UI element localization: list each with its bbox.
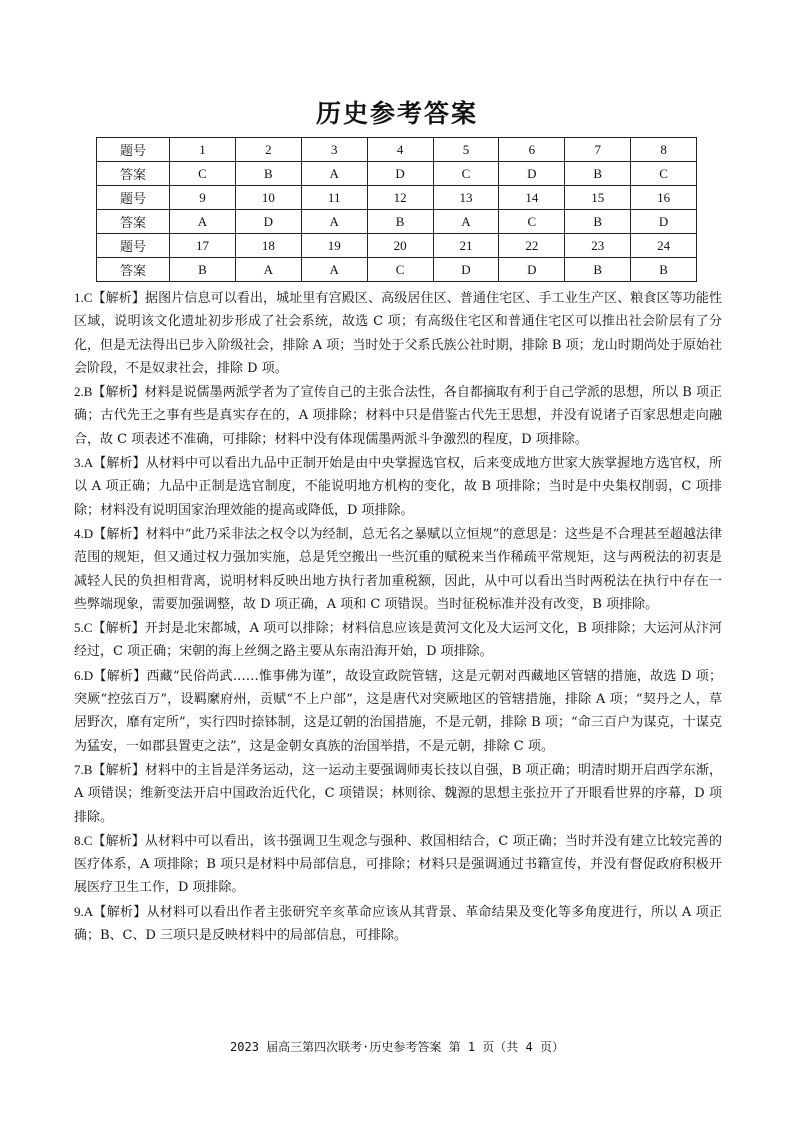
table-cell: 16	[631, 186, 697, 210]
row-label: 答案	[97, 258, 170, 282]
explanation-label: 6.D【解析】	[74, 667, 147, 683]
row-label: 题号	[97, 138, 170, 162]
row-label: 题号	[97, 186, 170, 210]
table-cell: 5	[433, 138, 499, 162]
row-label: 答案	[97, 210, 170, 234]
table-cell: 13	[433, 186, 499, 210]
table-cell: B	[565, 258, 631, 282]
table-cell: 10	[235, 186, 301, 210]
page-footer: 2023 届高三第四次联考·历史参考答案 第 1 页（共 4 页）	[230, 1040, 564, 1054]
table-cell: B	[565, 210, 631, 234]
explanation-text: 材料是说儒墨两派学者为了宣传自己的主张合法性，各自都摘取有利于自己学派的思想，所以 B 项正确；古代先王之事有些是真实存在的，A 项排除；材料中只是借鉴古代先王思想，并没有说诸子百家思想走向融合，故 C 项表述不准确，可排除；材料中没有体现儒墨两派斗争激烈的程度，D 项排除。	[74, 385, 722, 447]
explanation-label: 8.C【解析】	[74, 832, 145, 848]
explanation-item	[74, 522, 722, 616]
explanation-label: 3.A【解析】	[74, 455, 146, 471]
table-cell: D	[499, 258, 565, 282]
table-cell: C	[170, 162, 236, 186]
table-cell: A	[301, 162, 367, 186]
table-cell: 7	[565, 138, 631, 162]
explanation-item	[74, 380, 722, 451]
table-cell: 11	[301, 186, 367, 210]
table-cell: C	[499, 210, 565, 234]
table-cell: 9	[170, 186, 236, 210]
explanation-item	[74, 451, 722, 522]
table-cell: D	[499, 162, 565, 186]
explanation-label: 4.D【解析】	[74, 525, 146, 541]
table-cell: 21	[433, 234, 499, 258]
table-cell: 22	[499, 234, 565, 258]
explanations	[74, 286, 722, 947]
page-title: 历史参考答案	[315, 99, 478, 128]
explanation-label: 5.C【解析】	[74, 620, 145, 636]
explanation-text: 材料中“此乃采非法之权令以为经制，总无名之暴赋以立恒规”的意思是：这些是不合理甚至超越法律范围的规矩，但又通过权力强加实施，总是凭空搬出一些沉重的赋税来当作稀疏平常规矩，这与两税法的初衷是减轻人民的负担相背离，说明材料反映出地方执行者加重税额，因此，从中可以看出当时两税法在执行中存在一些弊端现象，需要加强调整，故 D 项正确，A 项和 C 项错误。当时征税标准并没有改变，B 项排除。	[74, 526, 722, 612]
table-cell: C	[367, 258, 433, 282]
table-cell: 2	[235, 138, 301, 162]
explanation-label: 2.B【解析】	[74, 384, 145, 400]
answer-table	[96, 137, 697, 282]
explanation-text: 从材料可以看出作者主张研究辛亥革命应该从其背景、革命结果及变化等多角度进行，所以 A 项正确；B、C、D 三项只是反映材料中的局部信息，可排除。	[74, 904, 722, 944]
explanation-item	[74, 664, 722, 758]
explanation-item	[74, 616, 722, 664]
table-cell: D	[235, 210, 301, 234]
explanation-text: 从材料中可以看出九品中正制开始是由中央掌握选官权，后来变成地方世家大族掌握地方选官权，所以 A 项正确；九品中正制是选官制度，不能说明地方机构的变化，故 B 项排除；当时是中央集权削弱，C 项排除；材料没有说明国家治理效能的提高或降低，D 项排除。	[74, 456, 722, 518]
explanation-label: 7.B【解析】	[74, 761, 145, 777]
answer-table-row	[97, 210, 697, 234]
table-cell: 19	[301, 234, 367, 258]
table-cell: 17	[170, 234, 236, 258]
table-cell: B	[235, 162, 301, 186]
table-cell: 12	[367, 186, 433, 210]
table-cell: D	[367, 162, 433, 186]
table-cell: 3	[301, 138, 367, 162]
table-cell: A	[301, 210, 367, 234]
table-cell: 15	[565, 186, 631, 210]
table-cell: 6	[499, 138, 565, 162]
explanation-text: 据图片信息可以看出，城址里有宫殿区、高级居住区、普通住宅区、手工业生产区、粮食区等功能性区域，说明该文化遗址初步形成了社会系统，故选 C 项；有高级住宅区和普通住宅区可以推出社会阶层有了分化，但是无法得出已步入阶级社会，排除 A 项；当时处于父系氏族公社时期，排除 B 项；龙山时期尚处于原始社会阶段，不是奴隶社会，排除 D 项。	[74, 291, 722, 376]
table-cell: D	[433, 258, 499, 282]
explanation-label: 1.C【解析】	[74, 290, 146, 305]
explanation-text: 从材料中可以看出，该书强调卫生观念与强种、救国相结合，C 项正确；当时并没有建立比较完善的医疗体系，A 项排除；B 项只是材料中局部信息，可排除；材料只是强调通过书籍宣传，并没有督促政府积极开展医疗卫生工作，D 项排除。	[74, 833, 722, 896]
table-cell: B	[631, 258, 697, 282]
explanation-text: 材料中的主旨是洋务运动，这一运动主要强调师夷长技以自强，B 项正确；明清时期开启西学东渐，A 项错误；维新变法开启中国政治近代化，C 项错误；林则徐、魏源的思想主张拉开了开眼看世界的序幕，D 项排除。	[74, 762, 723, 825]
table-cell: B	[367, 210, 433, 234]
table-cell: C	[433, 162, 499, 186]
explanation-text: 开封是北宋都城，A 项可以排除；材料信息应该是黄河文化及大运河文化，B 项排除；大运河从汴河经过，C 项正确；宋朝的海上丝绸之路主要从东南沿海开始，D 项排除。	[74, 621, 723, 660]
table-cell: C	[631, 162, 697, 186]
table-cell: 24	[631, 234, 697, 258]
answer-table-row	[97, 258, 697, 282]
explanation-item	[74, 900, 722, 948]
table-cell: 14	[499, 186, 565, 210]
explanation-item	[74, 286, 722, 380]
table-cell: A	[170, 210, 236, 234]
table-cell: A	[235, 258, 301, 282]
answer-table-row	[97, 162, 697, 186]
row-label: 答案	[97, 162, 170, 186]
explanation-label: 9.A【解析】	[74, 903, 147, 919]
answer-table-row	[97, 138, 697, 162]
row-label: 题号	[97, 234, 170, 258]
explanation-item	[74, 758, 722, 829]
table-cell: B	[170, 258, 236, 282]
table-cell: 23	[565, 234, 631, 258]
table-cell: 20	[367, 234, 433, 258]
table-cell: 18	[235, 234, 301, 258]
table-cell: 8	[631, 138, 697, 162]
answer-table-row	[97, 234, 697, 258]
table-cell: 4	[367, 138, 433, 162]
explanation-text: 西藏“民俗尚武……惟事佛为谨”，故设宣政院管辖，这是元朝对西藏地区管辖的措施，故选 D 项；突厥“控弦百万”，设羁縻府州，贡赋“不上户部”，这是唐代对突厥地区的管辖措施，排除 A 项；“契丹之人，草居野次，靡有定所”，实行四时捺钵制，这是辽朝的治国措施，不是元朝，排除 B 项；“命三百户为谋克，十谋克为猛安，一如郡县置吏之法”，这是金朝女真族的治国举措，不是元朝，排除 C 项。	[74, 668, 723, 754]
answer-table-row	[97, 186, 697, 210]
table-cell: 1	[170, 138, 236, 162]
table-cell: D	[631, 210, 697, 234]
explanation-item	[74, 829, 722, 900]
table-cell: A	[433, 210, 499, 234]
table-cell: A	[301, 258, 367, 282]
table-cell: B	[565, 162, 631, 186]
